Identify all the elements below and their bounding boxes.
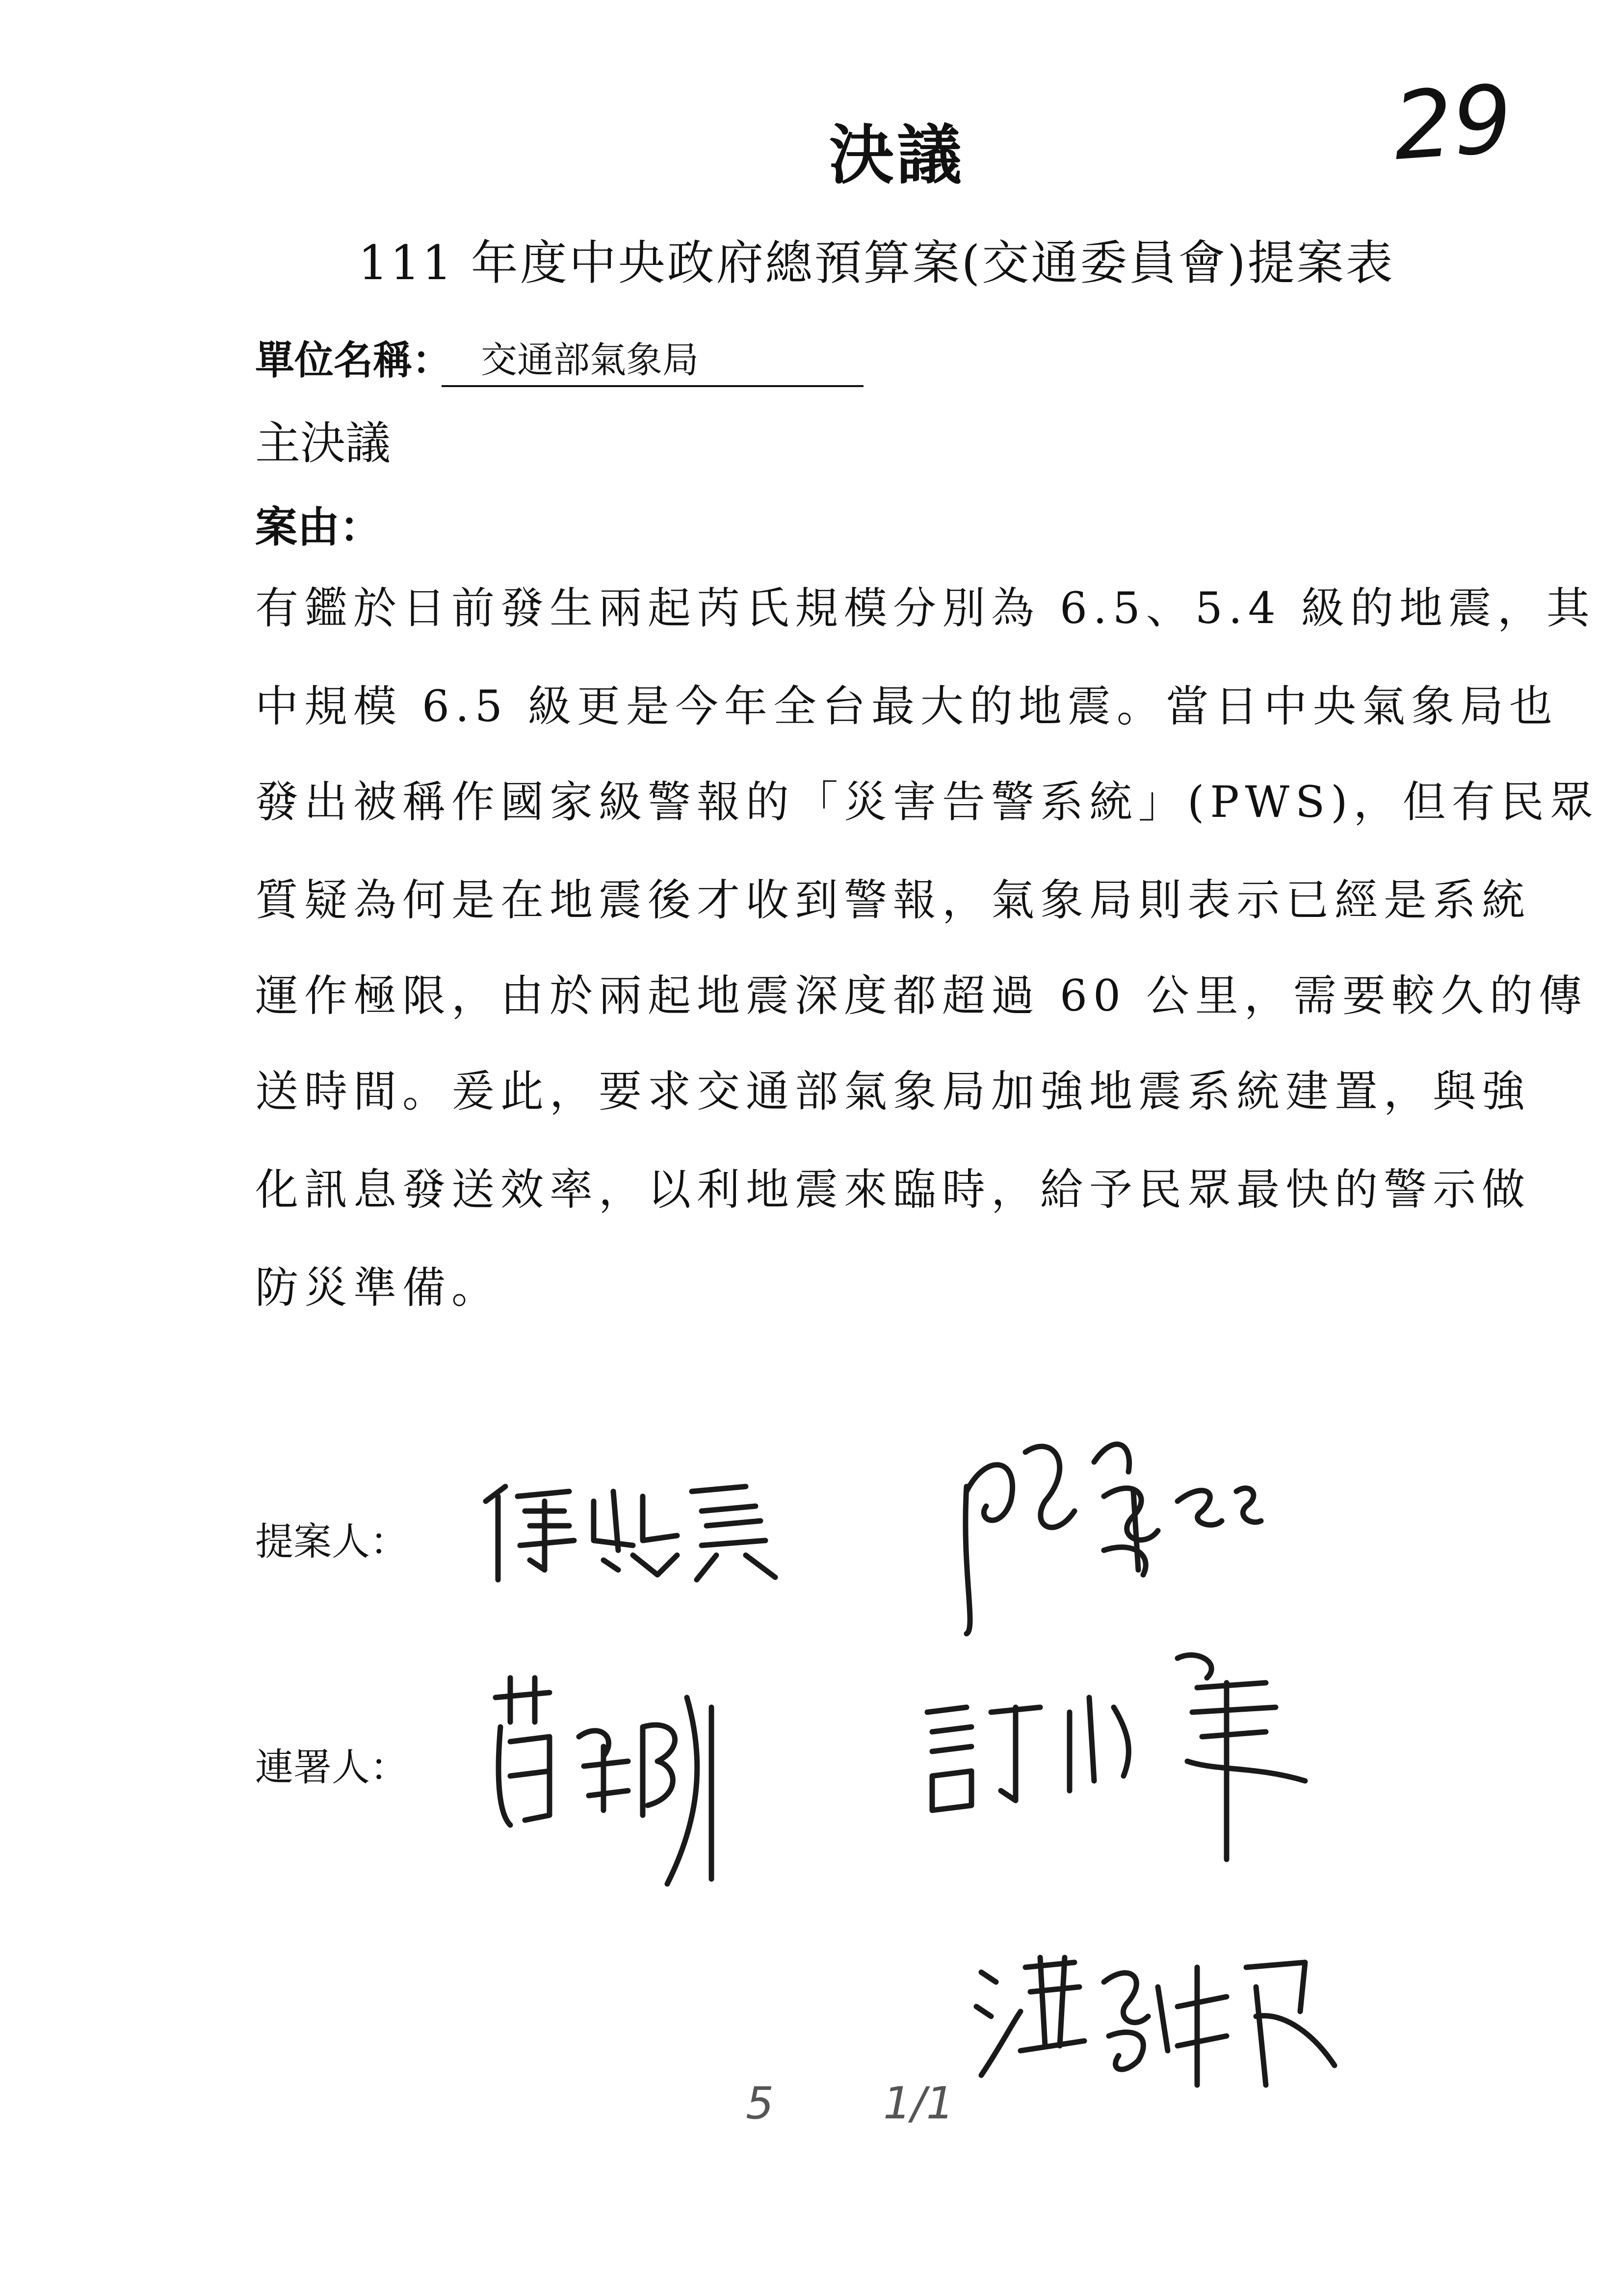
reason-line-3: 發出被稱作國家級警報的「災害告警系統」(PWS)，但有民眾	[255, 777, 1599, 827]
reason-line-4: 質疑為何是在地震後才收到警報，氣象局則表示已經是系統	[255, 875, 1531, 925]
reason-line-6: 送時間。爰此，要求交通部氣象局加強地震系統建置，與強	[255, 1066, 1531, 1117]
unit-name-label: 單位名稱：	[255, 337, 451, 383]
handwritten-note-right: 1/1	[883, 2078, 954, 2129]
cosigner-signature-1	[481, 1668, 756, 1889]
cosigner-label: 連署人：	[255, 1746, 409, 1790]
cosigner-signature-2	[903, 1634, 1315, 1869]
proposer-label: 提案人：	[255, 1520, 409, 1564]
page-number: 29	[1389, 64, 1516, 182]
reason-line-2: 中規模 6.5 級更是今年全台最大的地震。當日中央氣象局也	[255, 681, 1558, 731]
cosigner-signature-3	[962, 1938, 1354, 2100]
reason-line-8: 防災準備。	[255, 1262, 501, 1313]
document-title: 111 年度中央政府總預算案(交通委員會)提案表	[358, 235, 1395, 290]
unit-name-value: 交通部氣象局	[442, 331, 864, 387]
handwritten-note-left: 5	[746, 2078, 774, 2129]
reason-line-5: 運作極限，由於兩起地震深度都超過 60 公里，需要較久的傳	[255, 970, 1588, 1021]
reason-line-7: 化訊息發送效率，以利地震來臨時，給予民眾最快的警示做	[255, 1164, 1531, 1215]
reason-line-1: 有鑑於日前發生兩起芮氏規模分別為 6.5、5.4 級的地震，其	[255, 583, 1596, 633]
proposer-signature-2	[947, 1423, 1349, 1668]
reason-label: 案由：	[255, 502, 382, 552]
section-heading: 主決議	[255, 417, 391, 470]
resolution-stamp: 決議	[829, 117, 965, 193]
proposer-signature-1	[471, 1472, 785, 1590]
